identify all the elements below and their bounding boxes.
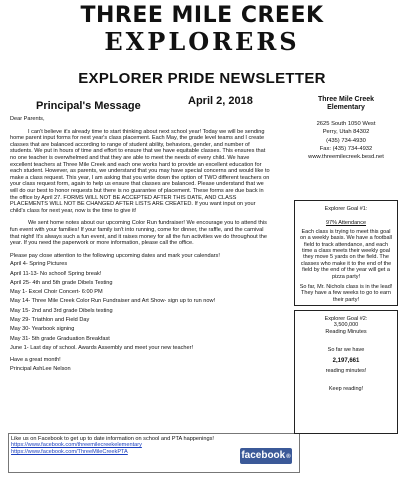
goal-2-label: Reading Minutes [325, 328, 367, 335]
event-item: May 15- 2nd and 3rd grade Dibels testing [10, 307, 113, 314]
paragraph-class-placement: I can't believe it's already time to start thinking about next school year! Today we will be sending home parent input forms for next year's class placement. Each May, the grade level teams and I create classes that are balanced according to range of student ability, behaviors, gender, and number of students. We put in hours of time and effort to ensure that we have equitable classes. This ensures that no one teacher is overwhelmed and that they are able to meet the needs of every child. We have excellent teachers at Three Mile Creek and each one works hard to provide an excellent education for each student. However, as parents, we understand that you may have special concerns and would like to make a class request. This year, I am asking that you write down the option of TWO different teachers on your class request form, again to help us ensure that classes are balanced. Please understand that we will do our best to honor requests but there is no guarantee of placement. These forms are due back in the office by April 27. FORMS WILL NOT BE ACCEPTED AFTER THIS DATE, AND CLASS PLACEMENTS WILL NOT BE CHANGED AFTER LISTS ARE CREATED. If you want input on your child's class for next year, now is the time to give it! [10, 128, 270, 214]
paragraph-dates-intro: Please pay close attention to the following upcoming dates and mark your calendars! [10, 252, 220, 259]
event-item: April 25- 4th and 5th grade Dibels Testing [10, 279, 113, 286]
facebook-logo-mark: ® [286, 454, 291, 460]
events-list [10, 261, 272, 351]
facebook-logo[interactable] [240, 448, 292, 464]
goal-2-sofar: So far we have [327, 347, 365, 354]
newsletter-date: April 2, 2018 [188, 95, 253, 107]
explorers-banner: EXPLORERS [104, 27, 300, 56]
event-item: May 30- Yearbook signing [10, 326, 75, 333]
event-item: June 1- Last day of school. Awards Assembly and meet your new teacher! [10, 344, 194, 351]
goal-2-box [294, 310, 398, 434]
facebook-link-pta[interactable]: https://www.facebook.com/ThreeMileCreekPTA [11, 448, 128, 455]
goal-2-current: 2,197,661 [332, 357, 360, 364]
signature: Principal AshLee Nelson [10, 366, 71, 372]
event-item: April 11-13- No school! Spring break! [10, 270, 102, 277]
facebook-text: Like us on Facebook to get up to date information on school and PTA happenings! [11, 436, 214, 442]
event-item: May 14- Three Mile Creek Color Run Fundraiser and Art Show- sign up to run now! [10, 298, 216, 305]
goal-2-title: Explorer Goal #2: [324, 316, 368, 322]
school-name-banner: THREE MILE CREEK [80, 3, 324, 28]
goal-1-text: Each class is trying to meet this goal on a weekly basis. We have a football field to track attendance, and each time a class meets their weekly goal they move 5 yards on the field. The classes who make it to the end of the field by the end of the year will get a pizza party! [300, 228, 392, 280]
fax: Fax: (435) 734-4932 [319, 145, 373, 152]
principal-message-heading: Principal's Message [36, 100, 141, 112]
principal-message [10, 116, 272, 379]
facebook-logo-text: facebook [241, 450, 286, 461]
school-contact [292, 120, 400, 161]
address-line1: 2625 South 1050 West [316, 121, 376, 127]
salutation: Dear Parents, [10, 116, 45, 122]
goal-1-update: So far, Mr. Nichols class is in the lead! They have a few weeks to go to earn their party! [299, 284, 393, 303]
facebook-link-school[interactable]: https://www.facebook.com/threemilecreekelementary [11, 442, 142, 449]
school-name [292, 96, 400, 112]
event-item: April 4- Spring Pictures [10, 261, 68, 268]
closing: Have a great month! [10, 357, 61, 364]
website[interactable]: www.threemilecreek.besd.net [308, 154, 384, 161]
school-name-line1: Three Mile Creek [317, 96, 375, 103]
facebook-box [8, 433, 300, 473]
paragraph-color-run: We sent home notes about our upcoming Color Run fundraiser! We encourage you to attend this fun event with your families! If your family isn't into running, come for dinner, the raffle, and the carnival that night! It's always such a fun event, and it raises money for all the fun activities we do throughout the year. If you need the paperwork or more information, please call the office. [10, 220, 267, 247]
goal-1-title: Explorer Goal #1: [324, 206, 368, 212]
address-line2: Perry, Utah 84302 [322, 129, 370, 136]
event-item: May 31- 5th grade Graduation Breakfast [10, 335, 110, 342]
phone: (435) 734-4930 [326, 137, 366, 144]
school-name-line2: Elementary [327, 104, 365, 111]
event-item: May 29- Triathlon and Field Day [10, 316, 90, 323]
newsletter-header [0, 0, 404, 70]
goal-2-number: 3,500,000 [333, 322, 359, 329]
goal-1-box [294, 200, 398, 306]
school-info [292, 96, 400, 161]
goal-1-subtitle: 97% Attendance [325, 220, 367, 227]
event-item: May 1- Excel Choir Concert- 6:00 PM [10, 289, 103, 296]
goal-2-closing: Keep reading! [328, 386, 364, 393]
newsletter-title: EXPLORER PRIDE NEWSLETTER [78, 70, 326, 87]
goal-2-current-label: reading minutes! [325, 368, 367, 375]
